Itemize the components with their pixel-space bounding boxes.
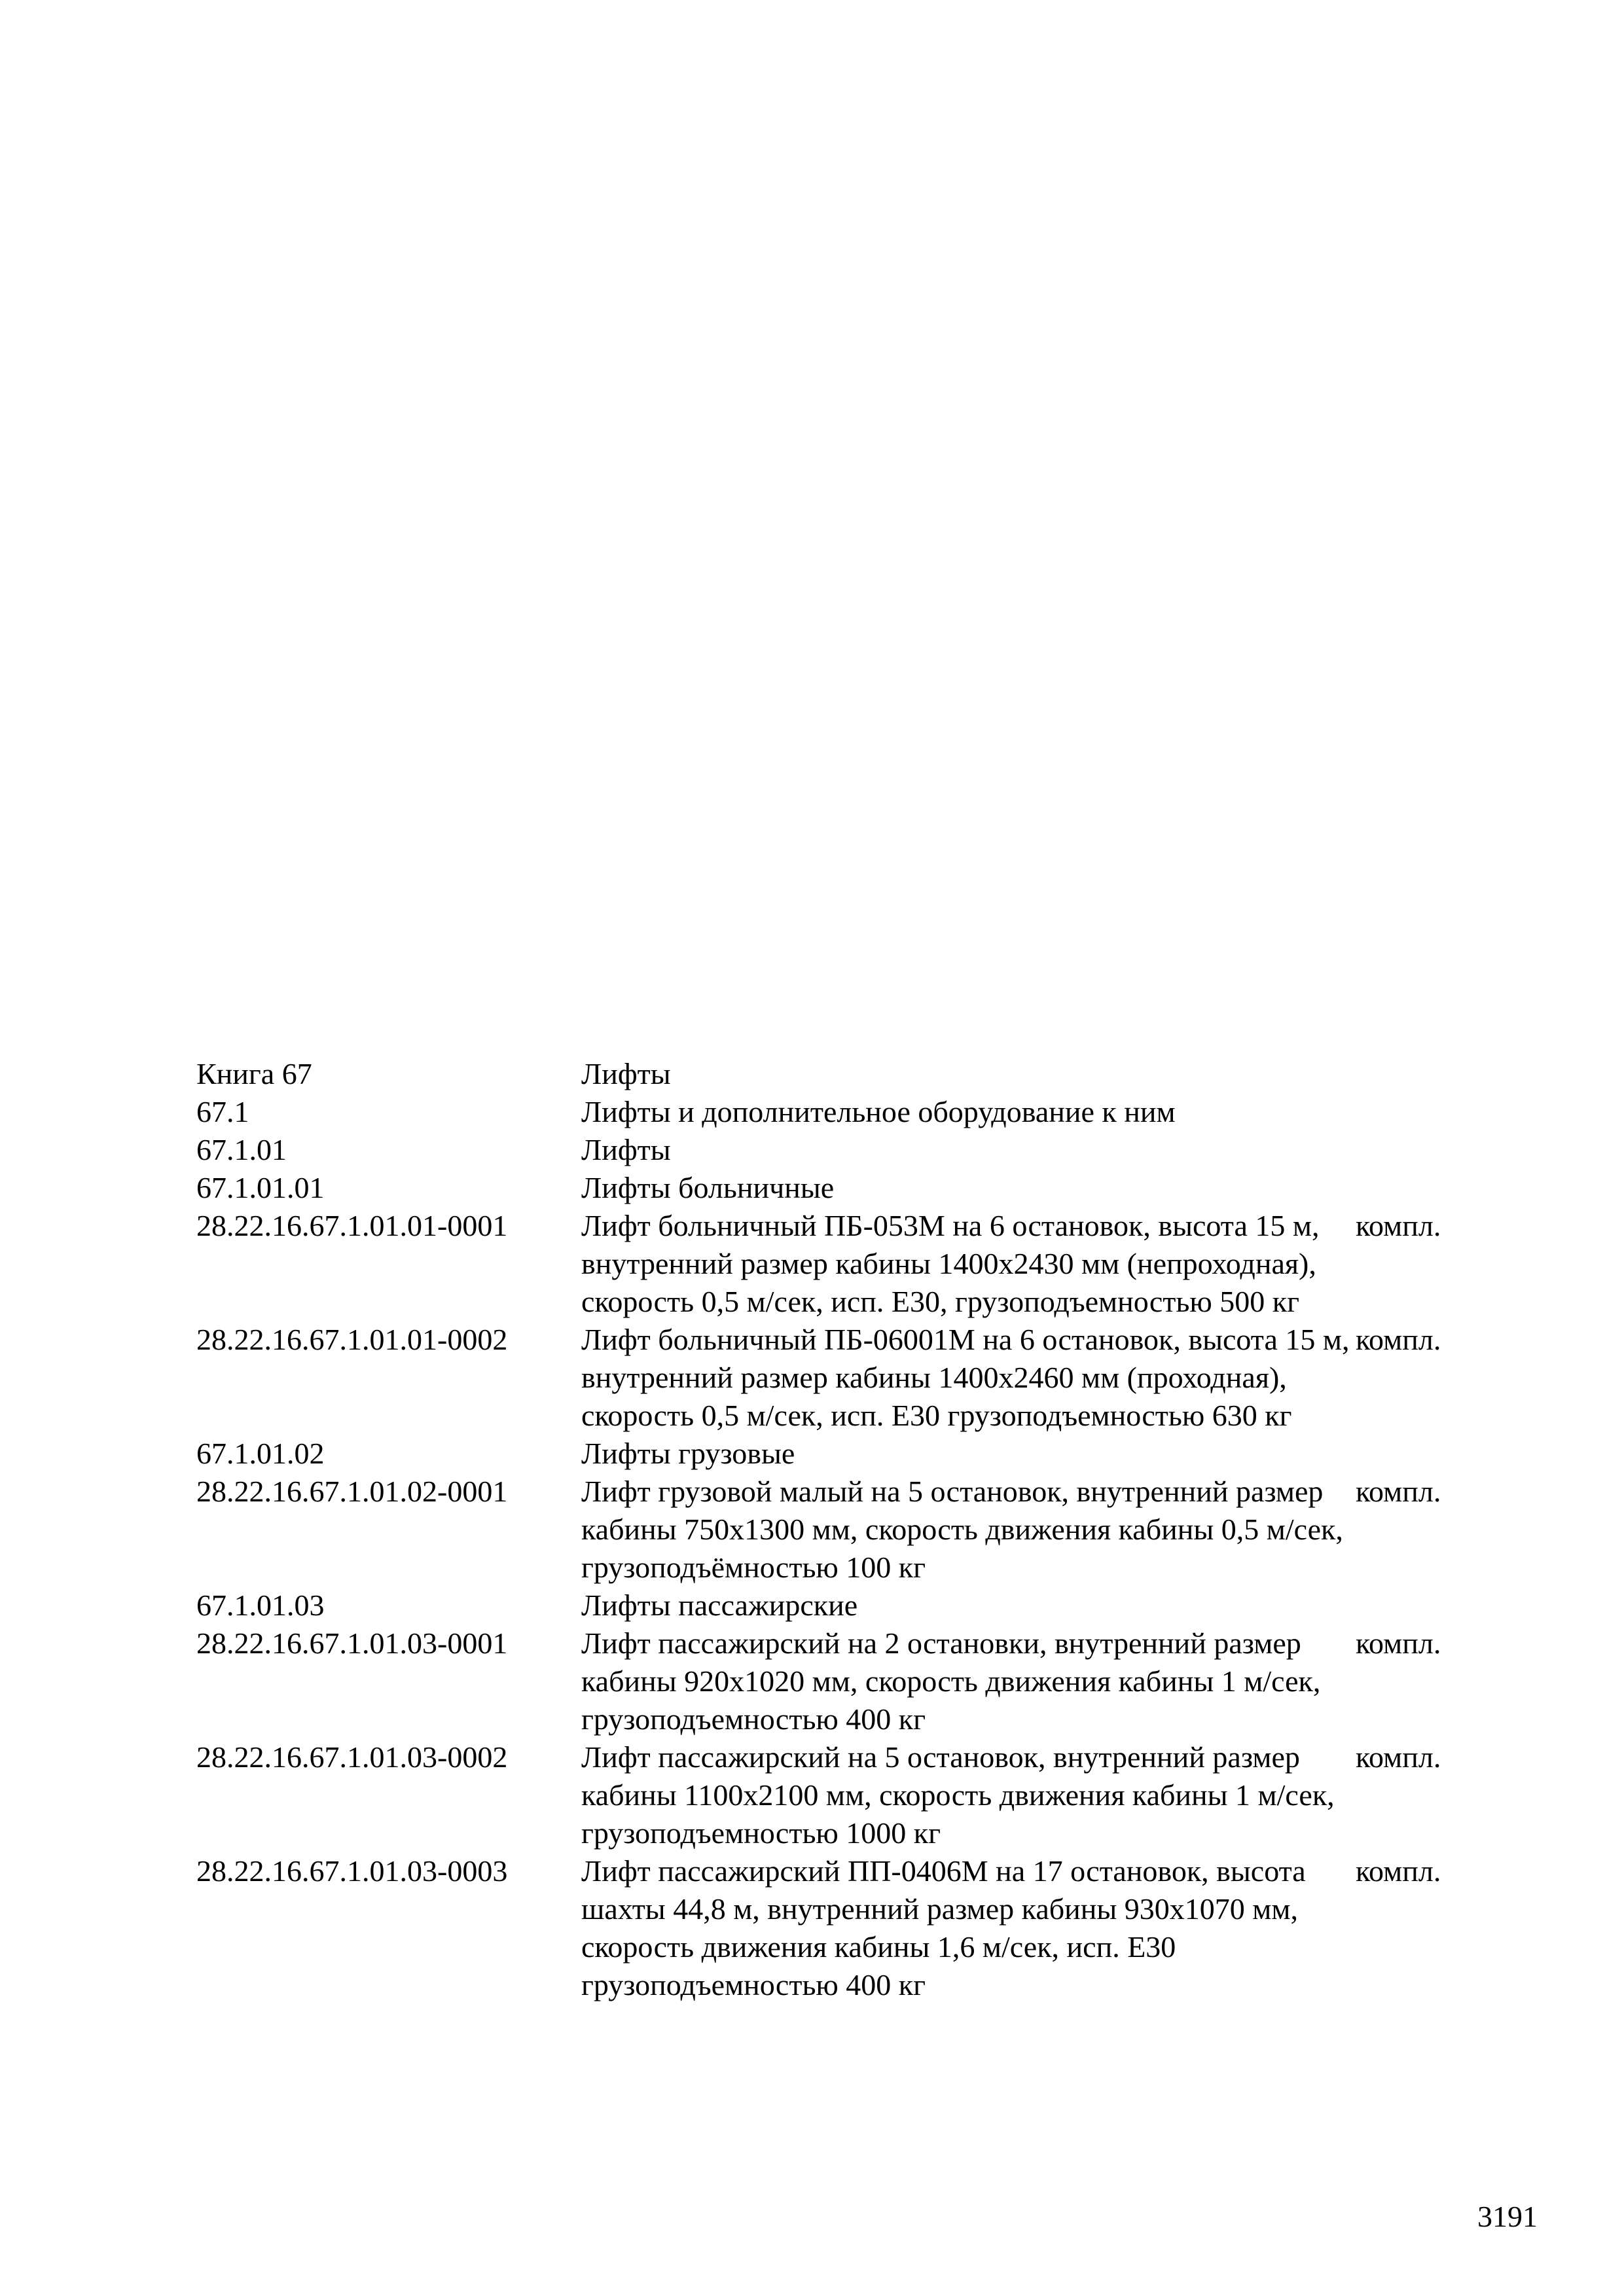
table-row	[196, 1169, 1473, 1207]
table-row	[196, 1055, 1473, 1093]
item-code: Книга 67	[196, 1057, 312, 1090]
item-name: Лифты	[581, 1133, 671, 1166]
table-row	[196, 1435, 1473, 1473]
item-unit: компл.	[1356, 1475, 1441, 1508]
table-row	[196, 1321, 1473, 1435]
item-name: Лифт пассажирский ПП-0406М на 17 остановок, высота шахты 44,8 м, внутренний размер кабины 930х1070 мм, скорость движения кабины 1,6 м/сек, исп. Е30 грузоподъемностью 400 кг	[581, 1854, 1306, 2001]
item-unit: компл.	[1356, 1626, 1441, 1660]
item-code: 28.22.16.67.1.01.03-0003	[196, 1854, 508, 1888]
item-code: 28.22.16.67.1.01.03-0001	[196, 1626, 508, 1660]
item-code: 28.22.16.67.1.01.01-0001	[196, 1209, 508, 1242]
table-row	[196, 1093, 1473, 1131]
table-row	[196, 1738, 1473, 1852]
item-name: Лифты и дополнительное оборудование к ним	[581, 1095, 1176, 1128]
item-unit: компл.	[1356, 1854, 1441, 1888]
item-code: 67.1.01.01	[196, 1171, 325, 1204]
item-unit: компл.	[1356, 1323, 1441, 1356]
item-unit: компл.	[1356, 1740, 1441, 1774]
item-code: 67.1	[196, 1095, 249, 1128]
item-code: 67.1.01.03	[196, 1588, 325, 1622]
table-row	[196, 1207, 1473, 1321]
table-row	[196, 1852, 1473, 2004]
page-number: 3191	[1477, 2200, 1538, 2233]
item-code: 67.1.01.02	[196, 1437, 325, 1470]
table-row	[196, 1131, 1473, 1169]
table-row	[196, 1624, 1473, 1738]
item-code: 28.22.16.67.1.01.03-0002	[196, 1740, 508, 1774]
item-name: Лифт пассажирский на 2 остановки, внутренний размер кабины 920х1020 мм, скорость движения кабины 1 м/сек, грузоподъемностью 400 кг	[581, 1626, 1321, 1736]
item-name: Лифты	[581, 1057, 671, 1090]
catalog-table	[196, 1055, 1473, 2004]
item-code: 67.1.01	[196, 1133, 287, 1166]
item-unit: компл.	[1356, 1209, 1441, 1242]
item-name: Лифты больничные	[581, 1171, 835, 1204]
item-name: Лифт больничный ПБ-06001М на 6 остановок, высота 15 м, внутренний размер кабины 1400х2460 мм (проходная), скорость 0,5 м/сек, исп. Е30 грузоподъемностью 630 кг	[581, 1323, 1350, 1432]
item-name: Лифты грузовые	[581, 1437, 795, 1470]
item-name: Лифт больничный ПБ-053М на 6 остановок, высота 15 м, внутренний размер кабины 1400х2430 мм (непроходная), скорость 0,5 м/сек, исп. Е30, грузоподъемностью 500 кг	[581, 1209, 1320, 1318]
item-code: 28.22.16.67.1.01.01-0002	[196, 1323, 508, 1356]
table-row	[196, 1473, 1473, 1587]
item-code: 28.22.16.67.1.01.02-0001	[196, 1475, 508, 1508]
table-row	[196, 1587, 1473, 1624]
item-name: Лифт грузовой малый на 5 остановок, внутренний размер кабины 750х1300 мм, скорость движения кабины 0,5 м/сек, грузоподъёмностью 100 кг	[581, 1475, 1343, 1584]
item-name: Лифты пассажирские	[581, 1588, 858, 1622]
item-name: Лифт пассажирский на 5 остановок, внутренний размер кабины 1100х2100 мм, скорость движения кабины 1 м/сек, грузоподъемностью 1000 кг	[581, 1740, 1335, 1850]
